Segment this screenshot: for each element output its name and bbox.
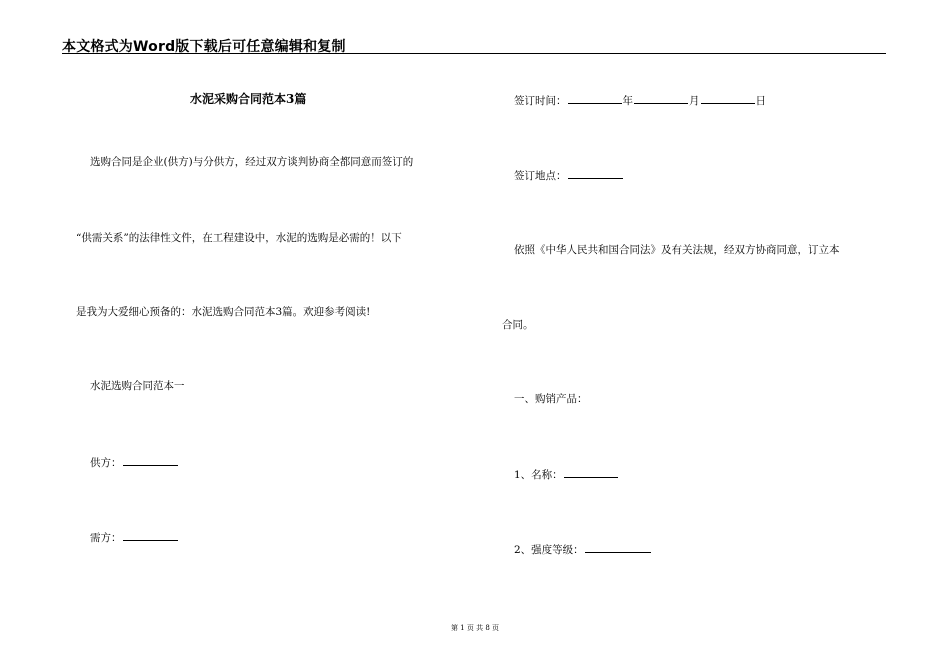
page-prefix: 第 — [450, 624, 458, 632]
sign-place-label: 签订地点： — [514, 170, 567, 182]
month-blank — [634, 93, 688, 104]
intro-line-3: 是我为大爱细心预备的：水泥选购合同范本3篇。欢迎参考阅读! — [76, 306, 371, 318]
product-name-blank — [564, 467, 618, 478]
sign-time-field — [514, 93, 766, 108]
buyer-field — [90, 530, 179, 545]
strength-grade-blank — [585, 542, 651, 553]
intro-line-2: “供需关系”的法律性文件，在工程建设中，水泥的选购是必需的！以下 — [76, 232, 402, 244]
item1-heading: 一、购销产品： — [514, 393, 588, 405]
basis-line-2: 合同。 — [502, 319, 534, 331]
page-number-footer — [0, 623, 950, 633]
current-page: 1 — [460, 624, 465, 632]
sign-place-field — [514, 168, 624, 183]
page-mid: 页 共 — [466, 624, 484, 632]
intro-line-1: 选购合同是企业(供方)与分供方，经过双方谈判协商全都同意而签订的 — [90, 156, 414, 168]
supplier-field — [90, 455, 179, 470]
total-pages: 8 — [485, 624, 490, 632]
strength-grade-label: 2、强度等级： — [514, 544, 584, 556]
sign-place-blank — [568, 168, 623, 179]
document-header: 本文格式为Word版下载后可任意编辑和复制 — [62, 39, 346, 55]
supplier-label: 供方： — [90, 457, 122, 469]
page-suffix: 页 — [492, 624, 500, 632]
section-title: 水泥选购合同范本一 — [90, 380, 185, 392]
header-divider — [62, 53, 886, 54]
day-blank — [701, 93, 755, 104]
year-blank — [568, 93, 622, 104]
buyer-blank — [123, 530, 178, 541]
page-title: 水泥采购合同范本3篇 — [190, 92, 307, 106]
day-label: 日 — [755, 95, 766, 107]
strength-grade-field — [514, 542, 652, 557]
year-label: 年 — [622, 95, 633, 107]
supplier-blank — [123, 455, 178, 466]
month-label: 月 — [689, 95, 700, 107]
buyer-label: 需方： — [90, 532, 122, 544]
sign-time-label: 签订时间： — [514, 95, 567, 107]
product-name-field — [514, 467, 619, 482]
product-name-label: 1、名称： — [514, 469, 563, 481]
basis-line-1: 依照《中华人民共和国合同法》及有关法规，经双方协商同意，订立本 — [514, 244, 840, 256]
